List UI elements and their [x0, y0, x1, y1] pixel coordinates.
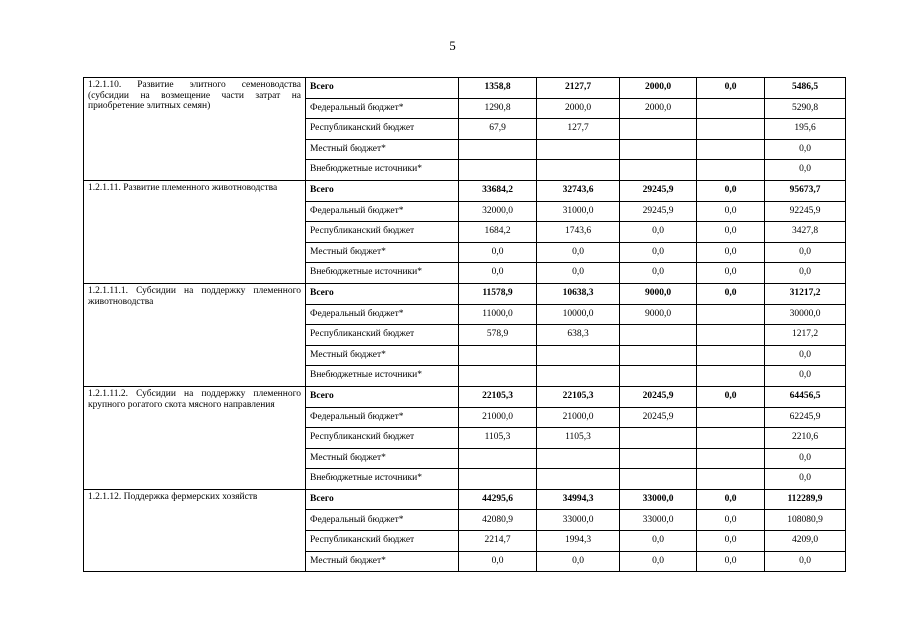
value-cell: 32000,0 — [459, 201, 537, 222]
value-cell: 638,3 — [537, 325, 620, 346]
value-cell: 2214,7 — [459, 531, 537, 552]
value-cell: 1358,8 — [459, 78, 537, 99]
table-row — [84, 180, 846, 201]
total-cell: 112289,9 — [765, 489, 846, 510]
funding-source-label: Федеральный бюджет* — [306, 304, 459, 325]
value-cell: 0,0 — [537, 551, 620, 572]
value-cell — [697, 325, 765, 346]
value-cell — [537, 366, 620, 387]
value-cell: 0,0 — [620, 551, 697, 572]
value-cell — [620, 119, 697, 140]
section-title: 1.2.1.12. Поддержка фермерских хозяйств — [84, 489, 306, 571]
value-cell: 0,0 — [697, 510, 765, 531]
value-cell: 29245,9 — [620, 201, 697, 222]
section-title: 1.2.1.11.1. Субсидии на поддержку племенного животноводства — [84, 283, 306, 386]
value-cell — [620, 325, 697, 346]
value-cell: 0,0 — [697, 489, 765, 510]
page-number: 5 — [449, 38, 456, 53]
value-cell: 1290,8 — [459, 98, 537, 119]
value-cell — [620, 428, 697, 449]
value-cell: 1684,2 — [459, 222, 537, 243]
funding-source-label: Внебюджетные источники* — [306, 263, 459, 284]
funding-source-label: Республиканский бюджет — [306, 428, 459, 449]
value-cell: 10638,3 — [537, 283, 620, 304]
funding-source-label: Всего — [306, 283, 459, 304]
value-cell: 20245,9 — [620, 386, 697, 407]
funding-source-label: Всего — [306, 180, 459, 201]
value-cell: 2127,7 — [537, 78, 620, 99]
funding-source-label: Местный бюджет* — [306, 448, 459, 469]
value-cell: 9000,0 — [620, 283, 697, 304]
value-cell: 1105,3 — [537, 428, 620, 449]
total-cell: 5290,8 — [765, 98, 846, 119]
funding-source-label: Федеральный бюджет* — [306, 98, 459, 119]
total-cell: 0,0 — [765, 366, 846, 387]
table-row — [84, 78, 846, 99]
total-cell: 0,0 — [765, 345, 846, 366]
value-cell: 42080,9 — [459, 510, 537, 531]
value-cell: 22105,3 — [459, 386, 537, 407]
value-cell: 1105,3 — [459, 428, 537, 449]
value-cell — [697, 469, 765, 490]
value-cell: 0,0 — [697, 283, 765, 304]
value-cell: 0,0 — [697, 531, 765, 552]
value-cell — [459, 469, 537, 490]
value-cell: 0,0 — [620, 263, 697, 284]
value-cell: 32743,6 — [537, 180, 620, 201]
value-cell: 0,0 — [697, 201, 765, 222]
funding-source-label: Местный бюджет* — [306, 242, 459, 263]
funding-source-label: Республиканский бюджет — [306, 531, 459, 552]
total-cell: 0,0 — [765, 469, 846, 490]
value-cell: 21000,0 — [459, 407, 537, 428]
section-title: 1.2.1.11. Развитие племенного животноводства — [84, 180, 306, 283]
budget-table-body — [84, 78, 846, 572]
value-cell — [697, 139, 765, 160]
value-cell: 0,0 — [697, 180, 765, 201]
value-cell: 0,0 — [537, 263, 620, 284]
value-cell: 0,0 — [620, 242, 697, 263]
total-cell: 62245,9 — [765, 407, 846, 428]
total-cell: 4209,0 — [765, 531, 846, 552]
value-cell — [537, 345, 620, 366]
total-cell: 3427,8 — [765, 222, 846, 243]
total-cell: 0,0 — [765, 139, 846, 160]
total-cell: 2210,6 — [765, 428, 846, 449]
value-cell: 20245,9 — [620, 407, 697, 428]
total-cell: 92245,9 — [765, 201, 846, 222]
value-cell: 1743,6 — [537, 222, 620, 243]
value-cell: 33684,2 — [459, 180, 537, 201]
funding-source-label: Местный бюджет* — [306, 551, 459, 572]
value-cell: 44295,6 — [459, 489, 537, 510]
funding-source-label: Внебюджетные источники* — [306, 160, 459, 181]
value-cell: 0,0 — [697, 263, 765, 284]
total-cell: 30000,0 — [765, 304, 846, 325]
total-cell: 5486,5 — [765, 78, 846, 99]
section-title: 1.2.1.11.2. Субсидии на поддержку племенного крупного рогатого скота мясного направления — [84, 386, 306, 489]
total-cell: 0,0 — [765, 263, 846, 284]
value-cell: 22105,3 — [537, 386, 620, 407]
value-cell: 0,0 — [697, 78, 765, 99]
funding-source-label: Республиканский бюджет — [306, 119, 459, 140]
value-cell — [697, 448, 765, 469]
funding-source-label: Федеральный бюджет* — [306, 201, 459, 222]
value-cell — [620, 345, 697, 366]
value-cell: 0,0 — [697, 222, 765, 243]
value-cell: 0,0 — [537, 242, 620, 263]
value-cell: 2000,0 — [537, 98, 620, 119]
table-row — [84, 283, 846, 304]
total-cell: 0,0 — [765, 160, 846, 181]
value-cell: 0,0 — [459, 263, 537, 284]
total-cell: 0,0 — [765, 242, 846, 263]
value-cell: 33000,0 — [537, 510, 620, 531]
funding-source-label: Внебюджетные источники* — [306, 469, 459, 490]
funding-source-label: Всего — [306, 489, 459, 510]
value-cell — [459, 366, 537, 387]
funding-source-label: Местный бюджет* — [306, 345, 459, 366]
value-cell — [537, 160, 620, 181]
total-cell: 1217,2 — [765, 325, 846, 346]
value-cell: 0,0 — [697, 386, 765, 407]
value-cell — [459, 139, 537, 160]
value-cell: 11578,9 — [459, 283, 537, 304]
value-cell — [697, 304, 765, 325]
value-cell — [620, 366, 697, 387]
total-cell: 0,0 — [765, 551, 846, 572]
funding-source-label: Федеральный бюджет* — [306, 407, 459, 428]
funding-source-label: Внебюджетные источники* — [306, 366, 459, 387]
value-cell — [537, 139, 620, 160]
value-cell — [620, 139, 697, 160]
funding-source-label: Всего — [306, 78, 459, 99]
total-cell: 31217,2 — [765, 283, 846, 304]
value-cell: 0,0 — [620, 222, 697, 243]
funding-source-label: Республиканский бюджет — [306, 325, 459, 346]
value-cell: 0,0 — [697, 242, 765, 263]
budget-table — [83, 77, 846, 572]
value-cell: 578,9 — [459, 325, 537, 346]
value-cell — [697, 428, 765, 449]
value-cell: 21000,0 — [537, 407, 620, 428]
value-cell — [697, 119, 765, 140]
value-cell: 0,0 — [697, 551, 765, 572]
funding-source-label: Всего — [306, 386, 459, 407]
value-cell: 127,7 — [537, 119, 620, 140]
value-cell — [697, 345, 765, 366]
value-cell: 0,0 — [620, 531, 697, 552]
value-cell: 34994,3 — [537, 489, 620, 510]
total-cell: 108080,9 — [765, 510, 846, 531]
funding-source-label: Республиканский бюджет — [306, 222, 459, 243]
value-cell: 2000,0 — [620, 98, 697, 119]
total-cell: 0,0 — [765, 448, 846, 469]
value-cell: 1994,3 — [537, 531, 620, 552]
total-cell: 64456,5 — [765, 386, 846, 407]
value-cell — [697, 160, 765, 181]
total-cell: 195,6 — [765, 119, 846, 140]
value-cell: 10000,0 — [537, 304, 620, 325]
value-cell — [459, 448, 537, 469]
funding-source-label: Федеральный бюджет* — [306, 510, 459, 531]
value-cell — [620, 469, 697, 490]
table-row — [84, 386, 846, 407]
value-cell: 11000,0 — [459, 304, 537, 325]
value-cell — [620, 448, 697, 469]
table-row — [84, 489, 846, 510]
value-cell — [697, 407, 765, 428]
total-cell: 95673,7 — [765, 180, 846, 201]
value-cell: 9000,0 — [620, 304, 697, 325]
value-cell: 0,0 — [459, 242, 537, 263]
section-title: 1.2.1.10. Развитие элитного семеноводства (субсидии на возмещение части затрат на приобретение элитных семян) — [84, 78, 306, 181]
funding-source-label: Местный бюджет* — [306, 139, 459, 160]
value-cell: 33000,0 — [620, 489, 697, 510]
value-cell: 29245,9 — [620, 180, 697, 201]
value-cell: 31000,0 — [537, 201, 620, 222]
value-cell — [697, 98, 765, 119]
value-cell — [537, 448, 620, 469]
value-cell — [537, 469, 620, 490]
value-cell — [459, 160, 537, 181]
value-cell — [459, 345, 537, 366]
value-cell — [697, 366, 765, 387]
value-cell: 33000,0 — [620, 510, 697, 531]
value-cell — [620, 160, 697, 181]
value-cell: 67,9 — [459, 119, 537, 140]
value-cell: 0,0 — [459, 551, 537, 572]
value-cell: 2000,0 — [620, 78, 697, 99]
